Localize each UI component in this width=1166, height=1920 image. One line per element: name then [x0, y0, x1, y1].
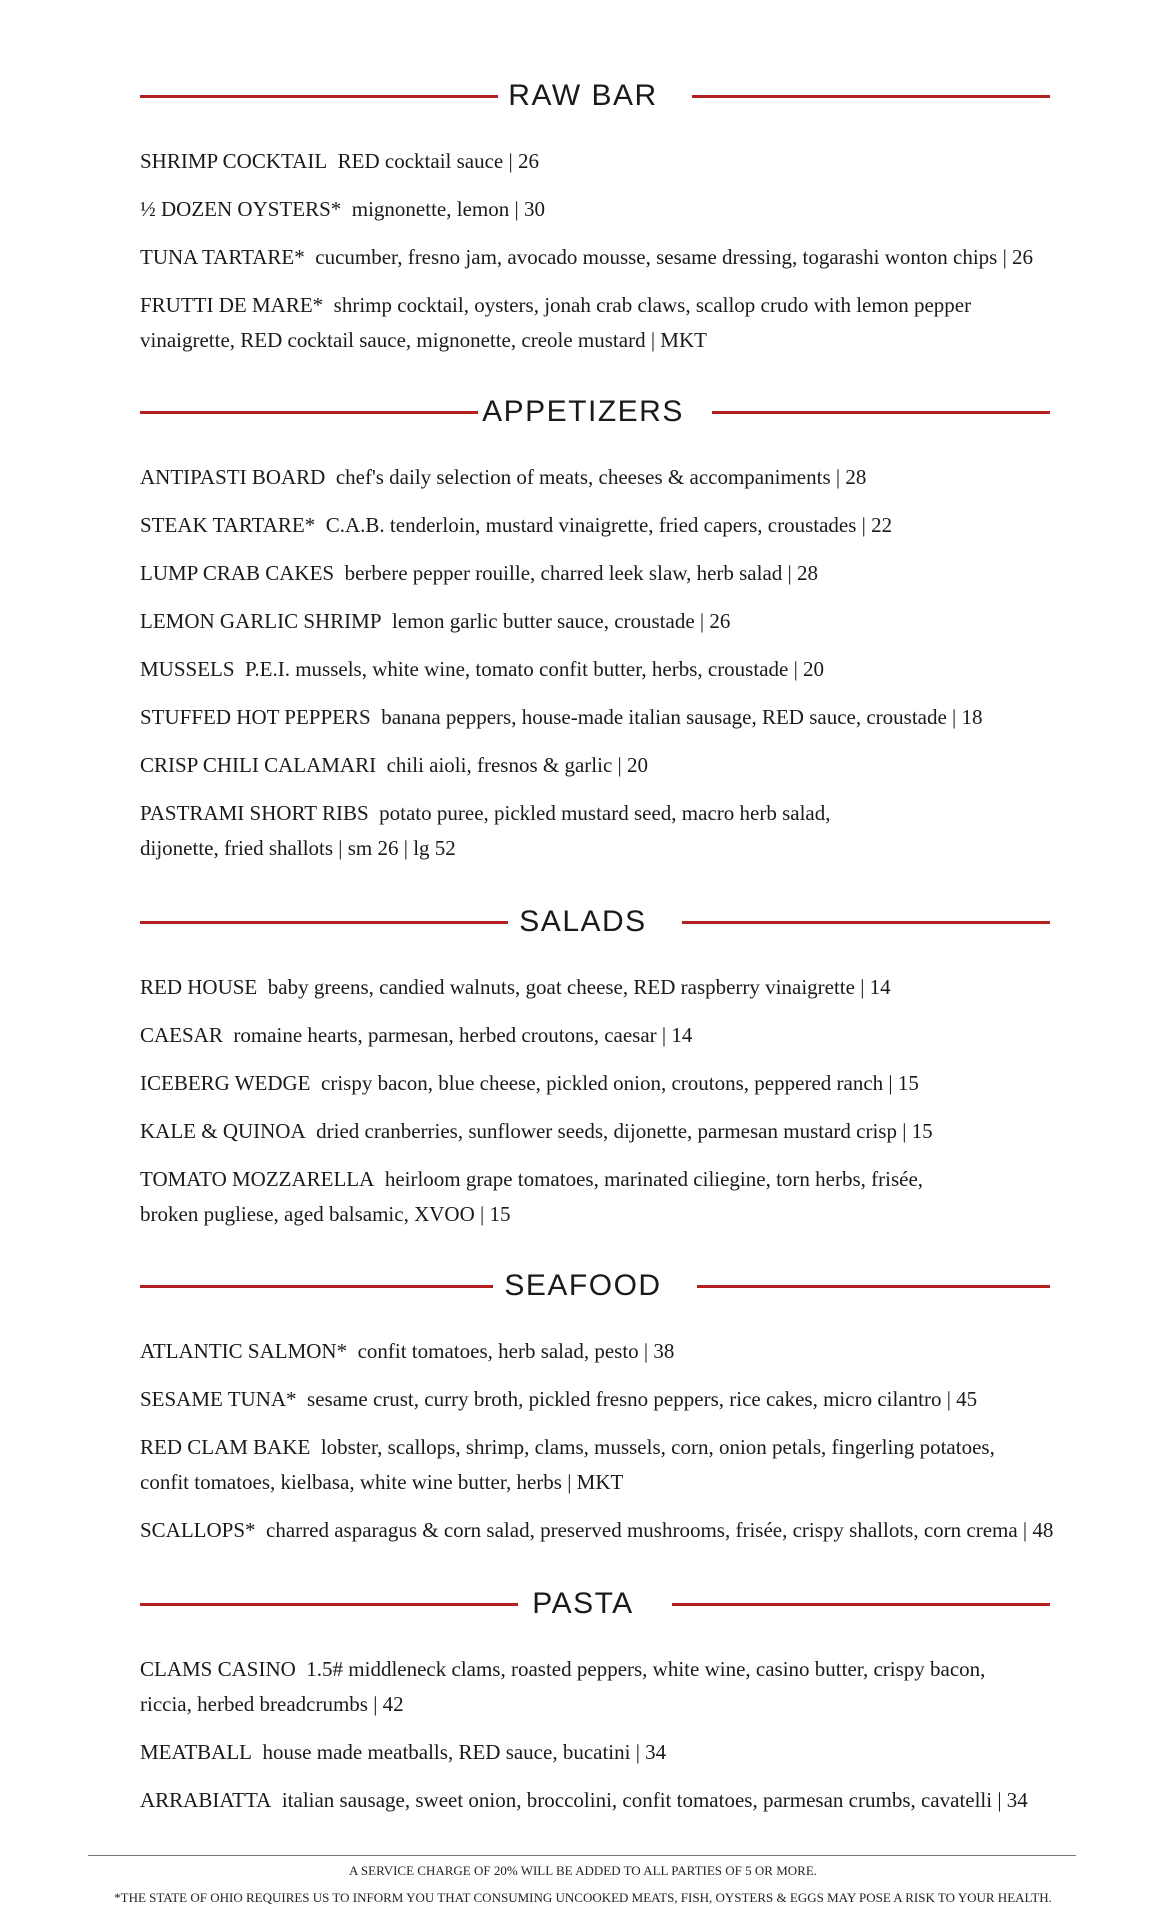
item-description-cont: dijonette, fried shallots | sm 26 | lg 52	[140, 836, 456, 860]
item-description: sesame crust, curry broth, pickled fresno peppers, rice cakes, micro cilantro | 45	[307, 1387, 978, 1411]
section-header	[0, 392, 1166, 432]
section-title: RAW BAR	[508, 79, 658, 112]
item-name: MEATBALL	[140, 1740, 252, 1764]
menu-item	[140, 1334, 1100, 1369]
menu-item	[140, 700, 1100, 735]
menu-items	[140, 1652, 1100, 1818]
item-description: dried cranberries, sunflower seeds, dijonette, parmesan mustard crisp | 15	[316, 1119, 933, 1143]
item-description: lobster, scallops, shrimp, clams, mussels, corn, onion petals, fingerling potatoes,	[320, 1435, 995, 1459]
item-name: TUNA TARTARE*	[140, 245, 305, 269]
item-description-cont: vinaigrette, RED cocktail sauce, mignonette, creole mustard | MKT	[140, 328, 707, 352]
item-description: cucumber, fresno jam, avocado mousse, sesame dressing, togarashi wonton chips | 26	[315, 245, 1034, 269]
item-description: chef's daily selection of meats, cheeses & accompaniments | 28	[335, 465, 867, 489]
menu-item	[140, 748, 1100, 783]
item-name: PASTRAMI SHORT RIBS	[140, 801, 369, 825]
header-rule-right	[682, 921, 1050, 924]
item-name: CLAMS CASINO	[140, 1657, 296, 1681]
header-rule-right	[672, 1603, 1050, 1606]
item-name: CRISP CHILI CALAMARI	[140, 753, 377, 777]
menu-item	[140, 1114, 1100, 1149]
menu-items	[140, 144, 1100, 358]
menu-item	[140, 1066, 1100, 1101]
header-rule-right	[692, 95, 1050, 98]
item-name: SESAME TUNA*	[140, 1387, 297, 1411]
section-pasta	[0, 1584, 1166, 1812]
item-description: mignonette, lemon | 30	[351, 197, 545, 221]
footer-divider	[88, 1855, 1076, 1856]
menu-items	[140, 1334, 1100, 1548]
menu-item	[140, 1162, 1100, 1232]
item-name: ATLANTIC SALMON*	[140, 1339, 348, 1363]
header-rule-right	[712, 411, 1050, 414]
item-name: ANTIPASTI BOARD	[140, 465, 326, 489]
menu-item	[140, 144, 1100, 179]
item-name: SCALLOPS*	[140, 1518, 256, 1542]
item-name: LUMP CRAB CAKES	[140, 561, 335, 585]
menu-item	[140, 192, 1100, 227]
section-header	[0, 902, 1166, 942]
menu-item	[140, 604, 1100, 639]
item-name: FRUTTI DE MARE*	[140, 293, 324, 317]
item-description-cont: confit tomatoes, kielbasa, white wine butter, herbs | MKT	[140, 1470, 624, 1494]
menu-items	[140, 970, 1100, 1232]
item-name: RED CLAM BAKE	[140, 1435, 311, 1459]
menu-item	[140, 652, 1100, 687]
item-name: STEAK TARTARE*	[140, 513, 316, 537]
menu-items	[140, 460, 1100, 866]
item-name: TOMATO MOZZARELLA	[140, 1167, 375, 1191]
menu-item	[140, 288, 1100, 358]
menu-item	[140, 1652, 1100, 1722]
item-description: confit tomatoes, herb salad, pesto | 38	[357, 1339, 675, 1363]
item-description: house made meatballs, RED sauce, bucatini | 34	[262, 1740, 667, 1764]
menu-item	[140, 1513, 1100, 1548]
menu-item	[140, 1018, 1100, 1053]
section-header	[0, 1584, 1166, 1624]
item-name: ½ DOZEN OYSTERS*	[140, 197, 342, 221]
item-description: heirloom grape tomatoes, marinated ciliegine, torn herbs, frisée,	[384, 1167, 924, 1191]
item-name: ARRABIATTA	[140, 1788, 272, 1812]
menu-item	[140, 1382, 1100, 1417]
item-description: lemon garlic butter sauce, croustade | 26	[392, 609, 731, 633]
item-name: ICEBERG WEDGE	[140, 1071, 311, 1095]
item-description: P.E.I. mussels, white wine, tomato confit butter, herbs, croustade | 20	[245, 657, 825, 681]
item-description: 1.5# middleneck clams, roasted peppers, white wine, casino butter, crispy bacon,	[306, 1657, 986, 1681]
health-notice: *THE STATE OF OHIO REQUIRES US TO INFORM YOU THAT CONSUMING UNCOOKED MEATS, FISH, OYSTERS & EGGS MAY POSE A RISK TO YOUR HEALTH.	[114, 1890, 1052, 1905]
item-description: italian sausage, sweet onion, broccolini, confit tomatoes, parmesan crumbs, cavatelli | 34	[281, 1788, 1028, 1812]
service-charge-notice: A SERVICE CHARGE OF 20% WILL BE ADDED TO ALL PARTIES OF 5 OR MORE.	[348, 1863, 818, 1878]
section-appetizers	[0, 392, 1166, 860]
section-title: SALADS	[519, 905, 647, 938]
item-name: MUSSELS	[140, 657, 235, 681]
item-name: CAESAR	[140, 1023, 223, 1047]
menu-item	[140, 508, 1100, 543]
item-description: romaine hearts, parmesan, herbed croutons, caesar | 14	[233, 1023, 693, 1047]
item-description: chili aioli, fresnos & garlic | 20	[386, 753, 648, 777]
section-header	[0, 76, 1166, 116]
header-rule-right	[697, 1285, 1050, 1288]
menu-item	[140, 460, 1100, 495]
menu-item	[140, 1783, 1100, 1818]
menu-item	[140, 1430, 1100, 1500]
item-name: LEMON GARLIC SHRIMP	[140, 609, 382, 633]
item-description: banana peppers, house-made italian sausage, RED sauce, croustade | 18	[381, 705, 983, 729]
item-name: SHRIMP COCKTAIL	[140, 149, 328, 173]
section-seafood	[0, 1266, 1166, 1542]
menu-item	[140, 1735, 1100, 1770]
section-salads	[0, 902, 1166, 1226]
section-header	[0, 1266, 1166, 1306]
section-title: APPETIZERS	[482, 395, 684, 428]
menu-item	[140, 970, 1100, 1005]
section-raw-bar	[0, 76, 1166, 352]
item-description: RED cocktail sauce | 26	[337, 149, 539, 173]
item-description: shrimp cocktail, oysters, jonah crab claws, scallop crudo with lemon pepper	[333, 293, 972, 317]
item-description: charred asparagus & corn salad, preserved mushrooms, frisée, crispy shallots, corn crema | 48	[266, 1518, 1054, 1542]
item-description-cont: broken pugliese, aged balsamic, XVOO | 15	[140, 1202, 511, 1226]
item-name: KALE & QUINOA	[140, 1119, 306, 1143]
item-name: STUFFED HOT PEPPERS	[140, 705, 371, 729]
item-description: berbere pepper rouille, charred leek slaw, herb salad | 28	[344, 561, 818, 585]
menu-item	[140, 556, 1100, 591]
item-description: crispy bacon, blue cheese, pickled onion, croutons, peppered ranch | 15	[321, 1071, 919, 1095]
item-description: potato puree, pickled mustard seed, macro herb salad,	[379, 801, 831, 825]
menu-item	[140, 240, 1100, 275]
item-description: baby greens, candied walnuts, goat cheese, RED raspberry vinaigrette | 14	[267, 975, 891, 999]
item-description: C.A.B. tenderloin, mustard vinaigrette, fried capers, croustades | 22	[325, 513, 893, 537]
item-name: RED HOUSE	[140, 975, 258, 999]
item-description-cont: riccia, herbed breadcrumbs | 42	[140, 1692, 404, 1716]
section-title: SEAFOOD	[504, 1269, 662, 1302]
section-title: PASTA	[532, 1587, 634, 1620]
menu-item	[140, 796, 1100, 866]
